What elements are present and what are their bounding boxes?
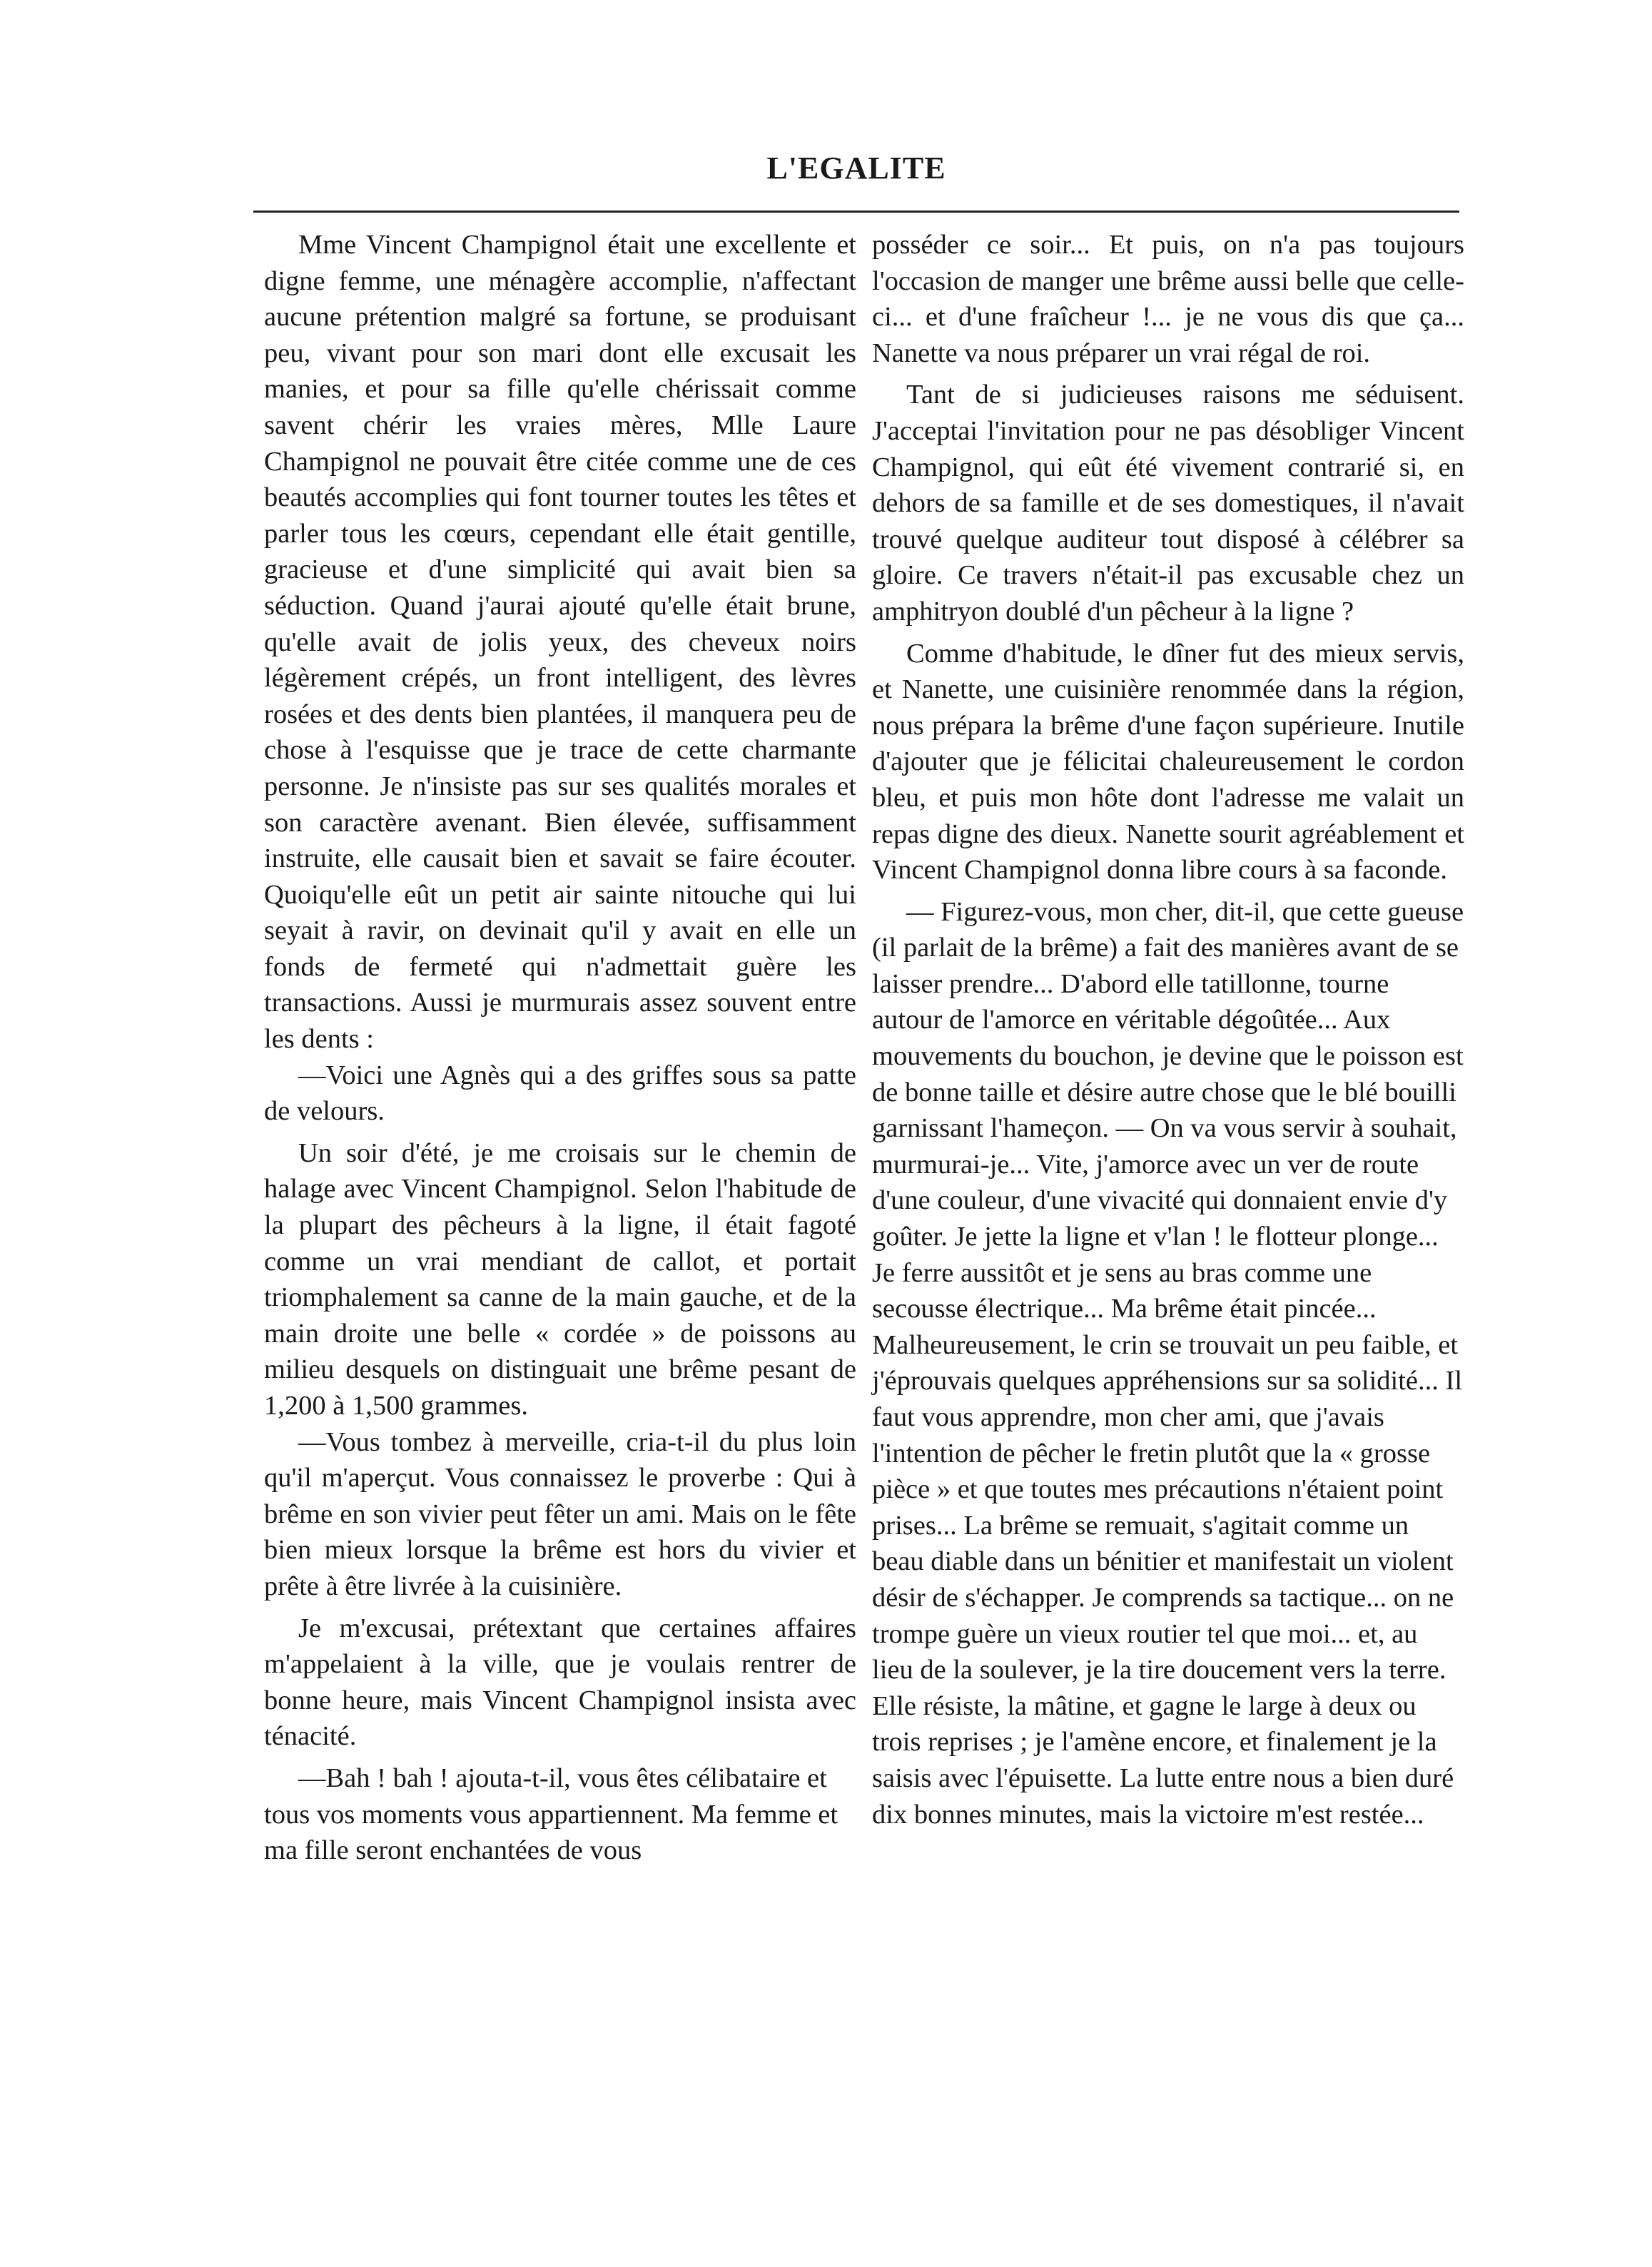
paragraph: —Vous tombez à merveille, cria-t-il du plus loin qu'il m'aperçut. Vous connaissez le proverbe : Qui à brême en son vivier peut fêter un ami. Mais on le fête bien mieux lorsque la brême est hors du vivier et prête à être livrée à la cuisinière. [264, 1426, 856, 1601]
paragraph: Mme Vincent Champignol était une excellente et digne femme, une ménagère accomplie, n'affectant aucune prétention malgré sa fortune, se produisant peu, vivant pour son mari dont elle excusait les manies, et pour sa fille qu'elle chérissait comme savent chérir les vraies mères, Mlle Laure Champignol ne pouvait être citée comme une de ces beautés accomplies qui font tourner toutes les têtes et parler tous les cœurs, cependant elle était gentille, gracieuse et d'une simplicité qui avait bien sa séduction. Quand j'aurai ajouté qu'elle était brune, qu'elle avait de jolis yeux, des cheveux noirs légèrement crépés, un front intelligent, des lèvres rosées et des dents bien plantées, il manquera peu de chose à l'esquisse que je trace de cette charmante personne. Je n'insiste pas sur ses qualités morales et son caractère avenant. Bien élevée, suffisamment instruite, elle causait bien et savait se faire écouter. Quoiqu'elle eût un petit air sainte nitouche qui lui seyait à ravir, on devinait qu'il y avait en elle un fonds de fermeté qui n'admettait guère les transactions. Aussi je murmurais assez souvent entre les dents : [264, 230, 856, 1055]
paragraph: posséder ce soir... Et puis, on n'a pas toujours l'occasion de manger une brême aussi belle que celle-ci... et d'une fraîcheur !... je ne vous dis que ça... Nanette va nous préparer un vrai régal de roi. [872, 230, 1464, 368]
paragraph: — Figurez-vous, mon cher, dit-il, que cette gueuse (il parlait de la brême) a fait des manières avant de se laisser prendre... D'abord elle tatillonne, tourne autour de l'amorce en véritable dégoûtée... Aux mouvements du bouchon, je devine que le poisson est de bonne taille et désire autre chose que le blé bouilli garnissant l'hameçon. — On va vous servir à souhait, murmurai-je... Vite, j'amorce avec un ver de route d'une couleur, d'une vivacité qui donnaient envie d'y goûter. Je jette la ligne et v'lan ! le flotteur plonge... Je ferre aussitôt et je sens au bras comme une secousse électrique... Ma brême était pincée... Malheureusement, le crin se trouvait un peu faible, et j'éprouvais quelques appréhensions sur sa solidité... Il faut vous apprendre, mon cher ami, que j'avais l'intention de pêcher le fretin plutôt que la « grosse pièce » et que toutes mes précautions n'étaient point prises... La brême se remuait, s'agitait comme un beau diable dans un bénitier et manifestait un violent désir de s'échapper. Je comprends sa tactique... on ne trompe guère un vieux routier tel que moi... et, au lieu de la soulever, je la tire doucement vers la terre. Elle résiste, la mâtine, et gagne le large à deux ou trois reprises ; je l'amène encore, et finalement je la saisis avec l'épuisette. La lutte entre nous a bien duré dix bonnes minutes, mais la victoire m'est restée... [872, 896, 1464, 1830]
paragraph: Tant de si judicieuses raisons me séduisent. J'acceptai l'invitation pour ne pas désobliger Vincent Champignol, qui eût été vivement contrarié si, en dehors de sa famille et de ses domestiques, il n'avait trouvé quelque auditeur tout disposé à célébrer sa gloire. Ce travers n'était-il pas excusable chez un amphitryon doublé d'un pêcheur à la ligne ? [872, 380, 1464, 627]
left-column [264, 227, 856, 1869]
right-column [872, 227, 1464, 1832]
paragraph: Je m'excusai, prétextant que certaines affaires m'appelaient à la ville, que je voulais rentrer de bonne heure, mais Vincent Champignol insista avec ténacité. [264, 1613, 856, 1752]
paragraph: —Voici une Agnès qui a des griffes sous sa patte de velours. [264, 1060, 856, 1127]
paragraph: Un soir d'été, je me croisais sur le chemin de halage avec Vincent Champignol. Selon l'habitude de la plupart des pêcheurs à la ligne, il était fagoté comme un vrai mendiant de callot, et portait triomphalement sa canne de la main gauche, et de la main droite une belle « cordée » de poissons au milieu desquels on distinguait une brême pesant de 1,200 à 1,500 grammes. [264, 1137, 856, 1421]
header-rule [253, 211, 1459, 213]
running-header: L'EGALITE [766, 151, 946, 186]
paragraph: Comme d'habitude, le dîner fut des mieux servis, et Nanette, une cuisinière renommée dans la région, nous prépara la brême d'une façon supérieure. Inutile d'ajouter que je félicitai chaleureusement le cordon bleu, et puis mon hôte dont l'adresse me valait un repas digne des dieux. Nanette sourit agréablement et Vincent Champignol donna libre cours à sa faconde. [872, 638, 1464, 886]
paragraph: —Bah ! bah ! ajouta-t-il, vous êtes célibataire et tous vos moments vous appartiennent. Ma femme et ma fille seront enchantées de vous [264, 1763, 838, 1866]
